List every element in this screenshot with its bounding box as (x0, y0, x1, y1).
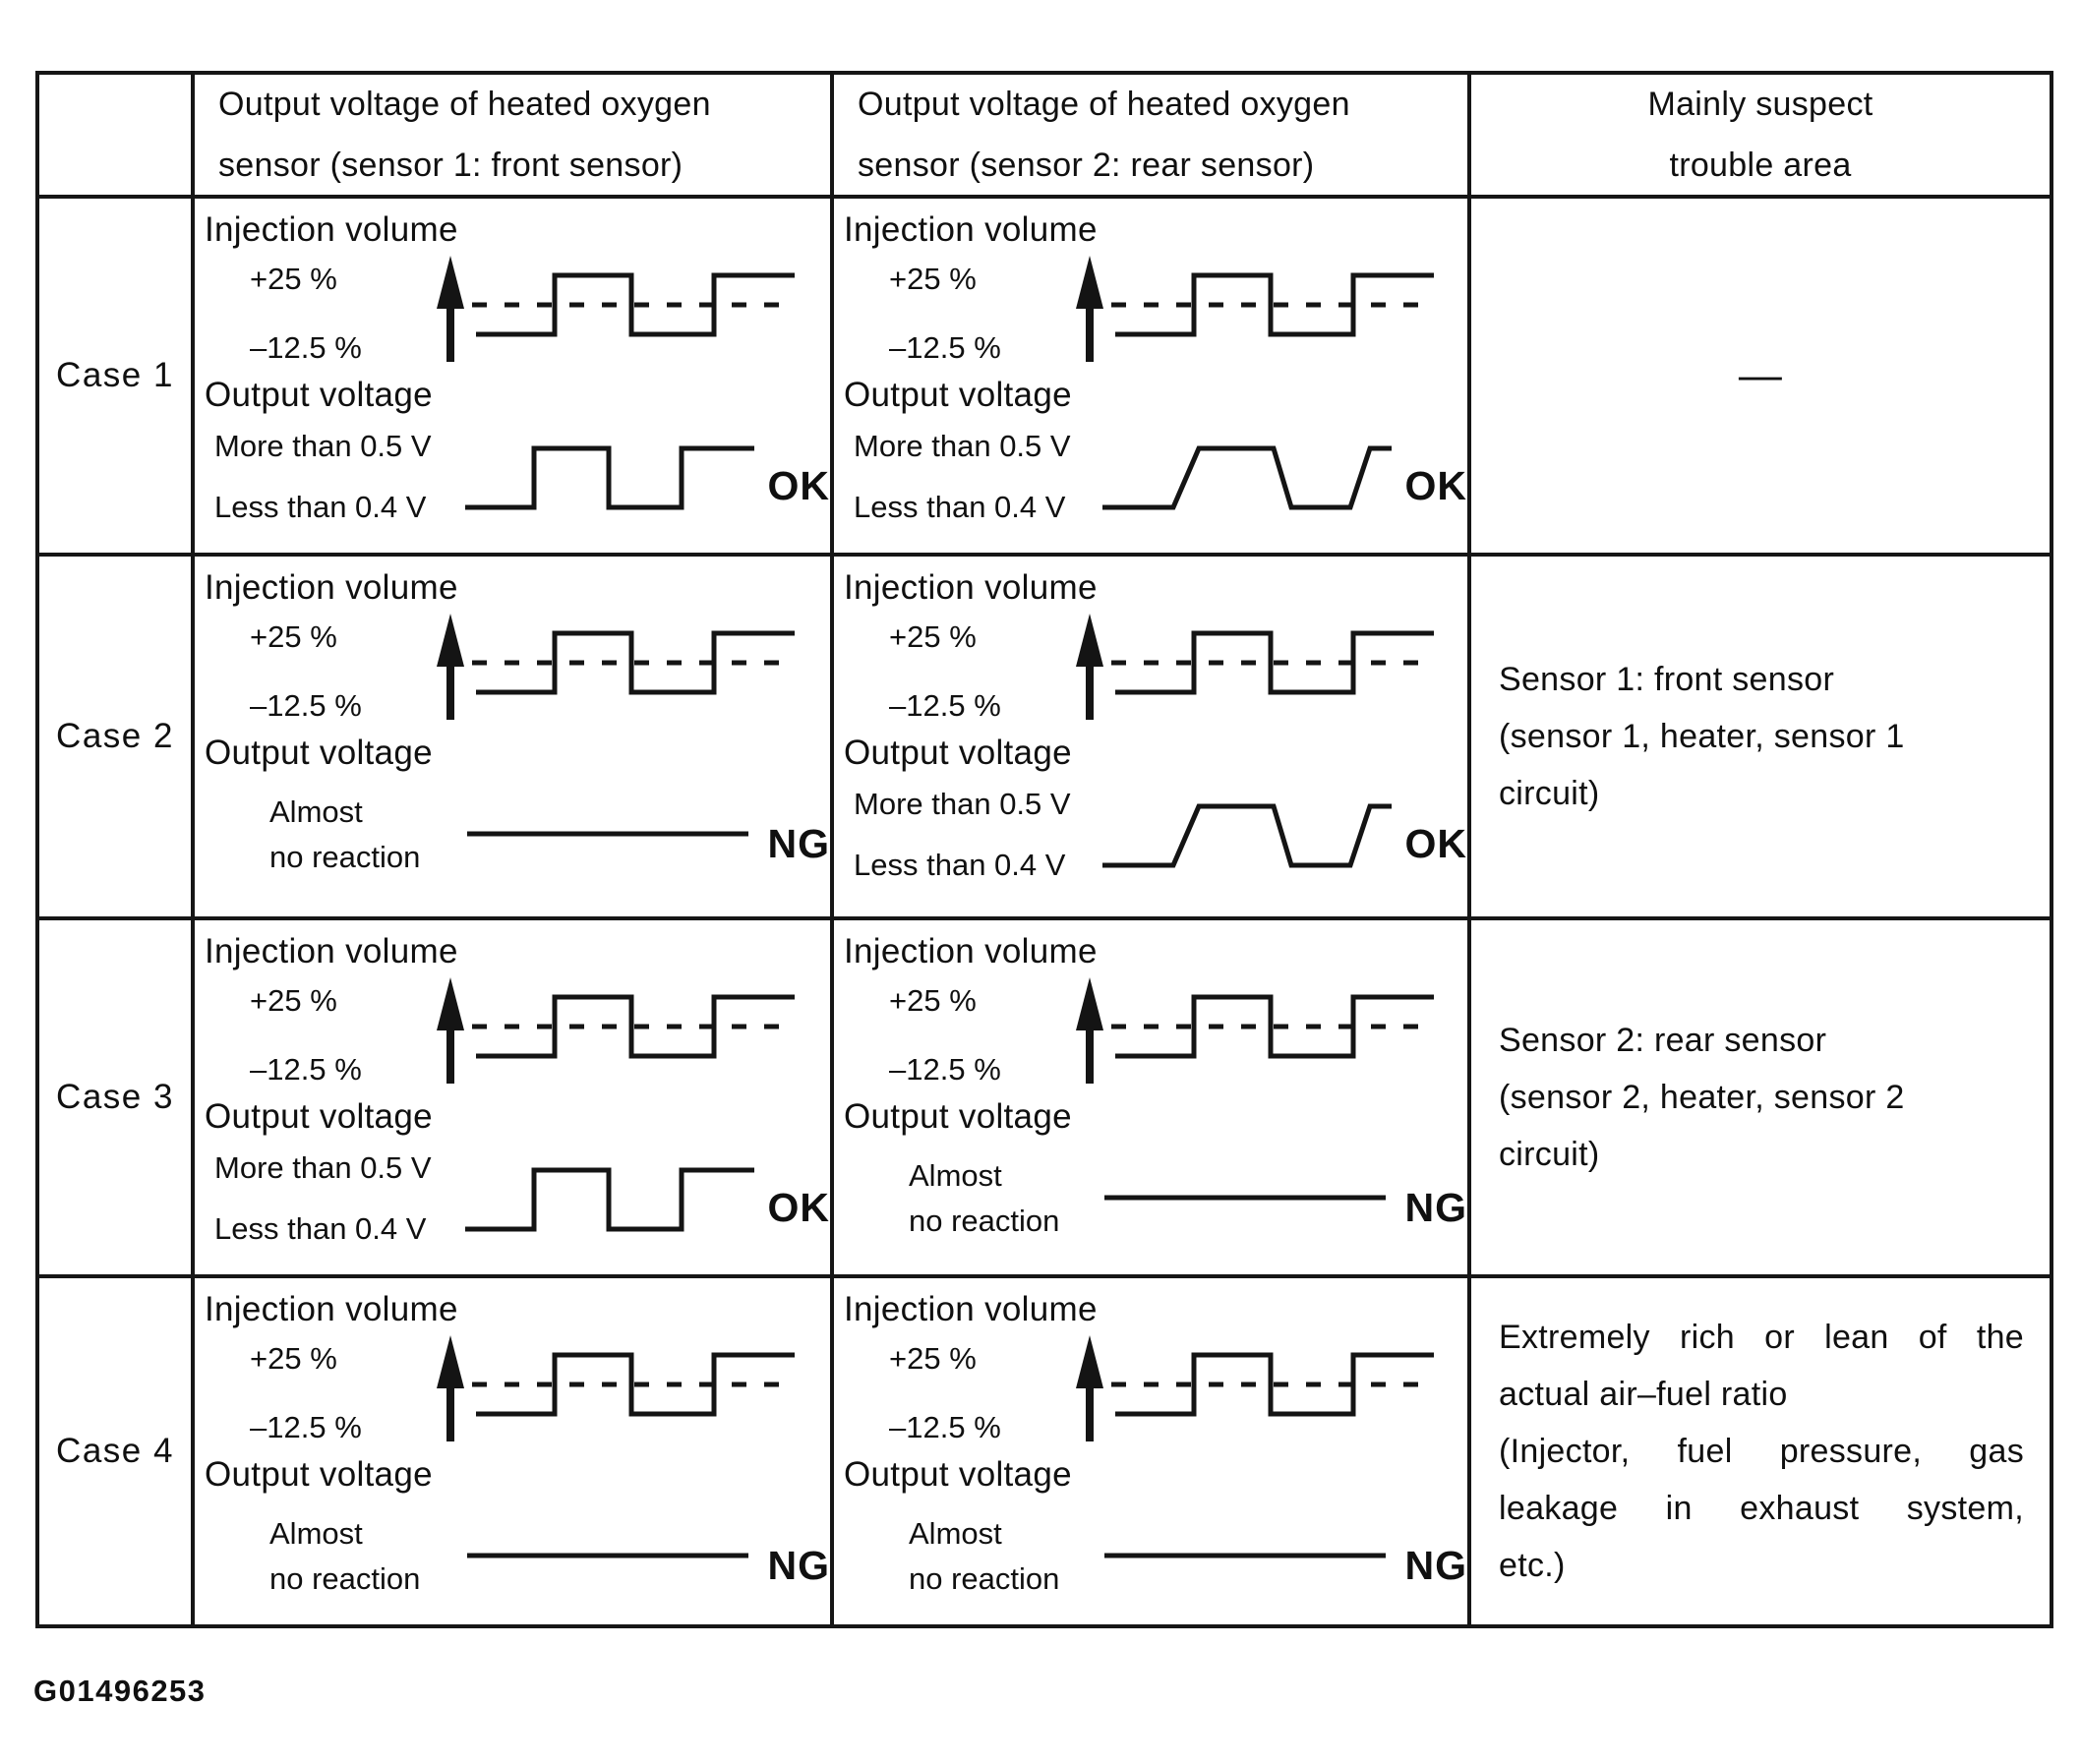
output-lower-label: Less than 0.4 V (214, 490, 427, 524)
output-voltage-diagram (844, 429, 1467, 527)
output-voltage-label: Output voltage (205, 1455, 433, 1494)
trouble-line: (sensor 2, heater, sensor 2 (1499, 1079, 1905, 1116)
injection-square-waveform (1111, 612, 1436, 720)
injection-volume-diagram (205, 1333, 830, 1445)
result-ok-badge: OK (767, 462, 830, 508)
injection-volume-diagram (844, 975, 1467, 1088)
header-sensor1-column (195, 75, 830, 195)
header-trouble-line1: Mainly suspect (1647, 86, 1873, 123)
output-square-waveform (461, 429, 756, 527)
injection-square-waveform (472, 975, 797, 1084)
case2-sensor2-cell (834, 557, 1467, 916)
injection-volume-label: Injection volume (205, 1290, 458, 1328)
output-upper-label: Almost (909, 1158, 1002, 1193)
output-upper-label: Almost (269, 794, 363, 829)
injection-square-waveform (472, 1333, 797, 1441)
case3-sensor2-cell (834, 920, 1467, 1274)
result-ng-badge: NG (1404, 1184, 1467, 1230)
plus-25-label: +25 % (250, 983, 337, 1018)
minus-12-5-label: –12.5 % (250, 330, 362, 365)
output-trapezoid-waveform (1099, 429, 1394, 527)
up-arrow-icon (435, 614, 466, 722)
injection-volume-label: Injection volume (844, 932, 1098, 970)
header-trouble-line2: trouble area (1669, 147, 1852, 184)
trouble-dash: — (1738, 351, 1783, 399)
output-voltage-label: Output voltage (205, 734, 433, 772)
plus-25-label: +25 % (889, 262, 977, 296)
output-upper-label: Almost (909, 1516, 1002, 1551)
case4-sensor1-cell (195, 1278, 830, 1624)
trouble-line: etc.) (1499, 1547, 1566, 1584)
trouble-line: (Injector, fuel pressure, gas (1499, 1433, 2024, 1470)
injection-volume-label: Injection volume (205, 568, 458, 607)
output-voltage-diagram (205, 429, 830, 527)
output-lower-label: Less than 0.4 V (214, 1211, 427, 1246)
output-lower-label: no reaction (909, 1561, 1060, 1596)
trouble-area-case4 (1471, 1278, 2050, 1624)
injection-square-waveform (472, 254, 797, 362)
case-4-label-cell (39, 1278, 191, 1624)
output-lower-label: Less than 0.4 V (854, 490, 1066, 524)
plus-25-label: +25 % (889, 983, 977, 1018)
minus-12-5-label: –12.5 % (250, 1410, 362, 1444)
case-3-label-cell (39, 920, 191, 1274)
minus-12-5-label: –12.5 % (250, 1052, 362, 1087)
flat-no-reaction-line (461, 787, 756, 885)
output-lower-label: no reaction (269, 840, 421, 874)
header-sensor2-line2: sensor (sensor 2: rear sensor) (858, 147, 1315, 184)
injection-volume-diagram (844, 612, 1467, 724)
plus-25-label: +25 % (889, 1341, 977, 1376)
result-ok-badge: OK (1404, 820, 1467, 866)
header-trouble-column (1471, 75, 2050, 195)
output-lower-label: Less than 0.4 V (854, 848, 1066, 882)
output-lower-label: no reaction (909, 1204, 1060, 1238)
output-voltage-label: Output voltage (844, 734, 1072, 772)
up-arrow-icon (435, 256, 466, 364)
trouble-line: Extremely rich or lean of the (1499, 1319, 2024, 1356)
injection-volume-label: Injection volume (205, 932, 458, 970)
case-label: Case 4 (56, 1432, 174, 1470)
minus-12-5-label: –12.5 % (250, 688, 362, 723)
case1-sensor2-cell (834, 199, 1467, 553)
plus-25-label: +25 % (889, 619, 977, 654)
output-voltage-label: Output voltage (844, 1455, 1072, 1494)
output-upper-label: More than 0.5 V (854, 429, 1071, 463)
output-voltage-label: Output voltage (844, 376, 1072, 414)
trouble-line: Sensor 1: front sensor (1499, 661, 1835, 698)
trouble-line: leakage in exhaust system, (1499, 1490, 2024, 1527)
trouble-area-case1 (1471, 199, 2050, 553)
header-sensor2-column (834, 75, 1467, 195)
case4-sensor2-cell (834, 1278, 1467, 1624)
injection-volume-label: Injection volume (844, 1290, 1098, 1328)
minus-12-5-label: –12.5 % (889, 330, 1001, 365)
result-ok-badge: OK (767, 1184, 830, 1230)
flat-no-reaction-line (1099, 1508, 1394, 1607)
injection-volume-diagram (205, 612, 830, 724)
trouble-line: actual air–fuel ratio (1499, 1376, 1788, 1413)
injection-volume-label: Injection volume (205, 210, 458, 249)
oxygen-sensor-diagnostic-table (35, 71, 2053, 1628)
injection-square-waveform (1111, 975, 1436, 1084)
case-label: Case 3 (56, 1078, 174, 1116)
injection-square-waveform (1111, 1333, 1436, 1441)
up-arrow-icon (1074, 1335, 1105, 1443)
case-label: Case 1 (56, 356, 174, 394)
plus-25-label: +25 % (250, 1341, 337, 1376)
output-voltage-diagram (844, 1508, 1467, 1607)
plus-25-label: +25 % (250, 262, 337, 296)
output-voltage-diagram (205, 1150, 830, 1249)
header-sensor1-line2: sensor (sensor 1: front sensor) (218, 147, 684, 184)
minus-12-5-label: –12.5 % (889, 1052, 1001, 1087)
injection-volume-label: Injection volume (844, 210, 1098, 249)
output-voltage-label: Output voltage (205, 1097, 433, 1136)
injection-volume-diagram (844, 1333, 1467, 1445)
output-upper-label: More than 0.5 V (854, 787, 1071, 821)
injection-square-waveform (1111, 254, 1436, 362)
output-lower-label: no reaction (269, 1561, 421, 1596)
result-ng-badge: NG (767, 1542, 830, 1588)
output-voltage-label: Output voltage (205, 376, 433, 414)
output-upper-label: Almost (269, 1516, 363, 1551)
output-trapezoid-waveform (1099, 787, 1394, 885)
trouble-line: circuit) (1499, 775, 1600, 812)
case2-sensor1-cell (195, 557, 830, 916)
output-voltage-diagram (844, 1150, 1467, 1249)
result-ok-badge: OK (1404, 462, 1467, 508)
case-label: Case 2 (56, 717, 174, 755)
injection-volume-label: Injection volume (844, 568, 1098, 607)
up-arrow-icon (1074, 614, 1105, 722)
trouble-line: Sensor 2: rear sensor (1499, 1022, 1827, 1059)
case-1-label-cell (39, 199, 191, 553)
plus-25-label: +25 % (250, 619, 337, 654)
trouble-area-case3 (1471, 920, 2050, 1274)
output-upper-label: More than 0.5 V (214, 429, 432, 463)
flat-no-reaction-line (461, 1508, 756, 1607)
up-arrow-icon (1074, 256, 1105, 364)
output-upper-label: More than 0.5 V (214, 1150, 432, 1185)
header-corner-cell (39, 75, 191, 195)
injection-square-waveform (472, 612, 797, 720)
trouble-line: circuit) (1499, 1136, 1600, 1173)
flat-no-reaction-line (1099, 1150, 1394, 1249)
up-arrow-icon (435, 1335, 466, 1443)
figure-code: G01496253 (33, 1674, 207, 1708)
header-sensor2-line1: Output voltage of heated oxygen (858, 86, 1350, 123)
injection-volume-diagram (205, 254, 830, 366)
up-arrow-icon (435, 977, 466, 1086)
injection-volume-diagram (844, 254, 1467, 366)
injection-volume-diagram (205, 975, 830, 1088)
result-ng-badge: NG (1404, 1542, 1467, 1588)
output-voltage-diagram (205, 787, 830, 885)
case3-sensor1-cell (195, 920, 830, 1274)
minus-12-5-label: –12.5 % (889, 1410, 1001, 1444)
output-voltage-label: Output voltage (844, 1097, 1072, 1136)
header-sensor1-line1: Output voltage of heated oxygen (218, 86, 711, 123)
minus-12-5-label: –12.5 % (889, 688, 1001, 723)
trouble-line: (sensor 1, heater, sensor 1 (1499, 718, 1905, 755)
trouble-area-case2 (1471, 557, 2050, 916)
output-voltage-diagram (205, 1508, 830, 1607)
case1-sensor1-cell (195, 199, 830, 553)
case-2-label-cell (39, 557, 191, 916)
up-arrow-icon (1074, 977, 1105, 1086)
result-ng-badge: NG (767, 820, 830, 866)
output-voltage-diagram (844, 787, 1467, 885)
output-square-waveform (461, 1150, 756, 1249)
